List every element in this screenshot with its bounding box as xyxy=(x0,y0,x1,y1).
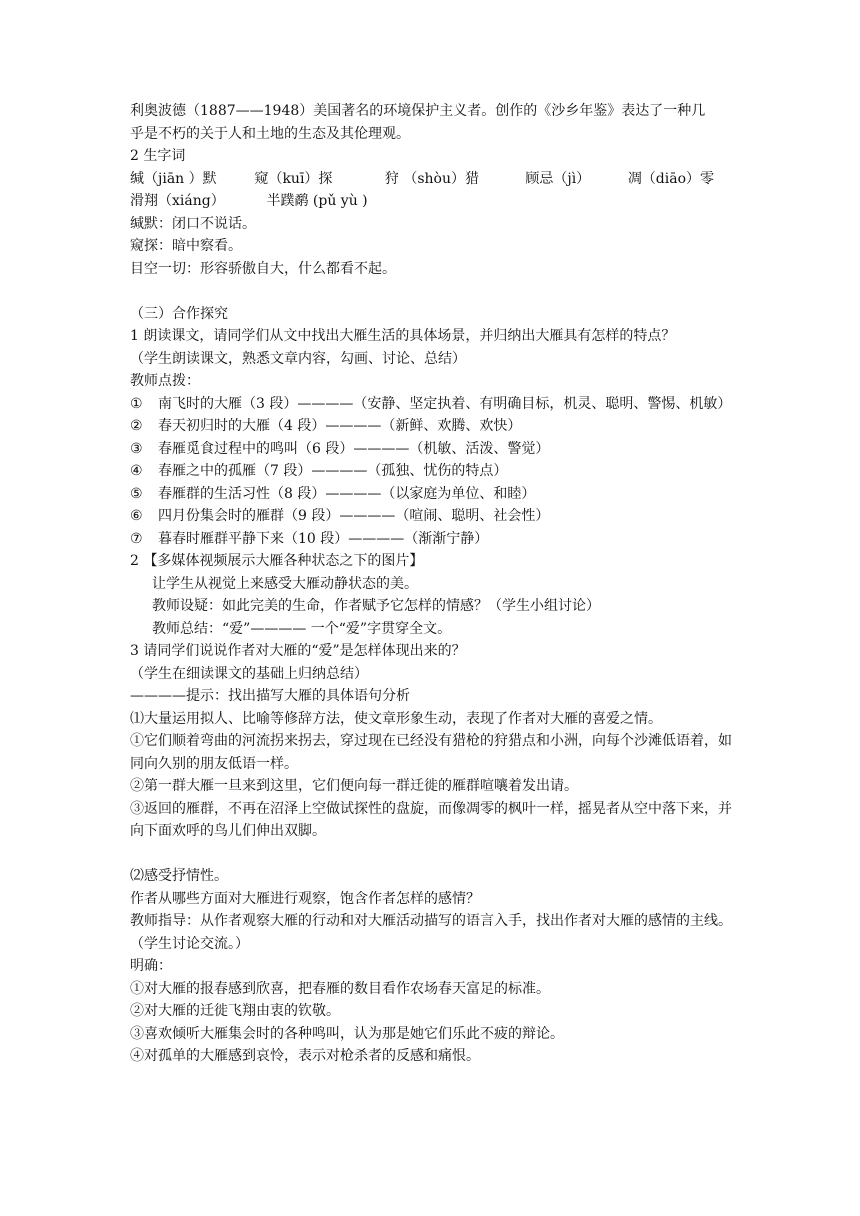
list-item xyxy=(130,528,740,551)
list-item xyxy=(130,415,740,438)
item-number: ③ xyxy=(130,440,143,457)
item-text: 春雁觅食过程中的鸣叫（6 段）————（机敏、活泼、警觉） xyxy=(158,440,550,457)
vocab-heading: 2 生字词 xyxy=(130,148,186,164)
question-2-line: 教师总结：“爱”———— 一个“爱”字贯穿全文。 xyxy=(152,620,452,637)
item-number: ② xyxy=(130,418,143,434)
item-number: ① xyxy=(130,395,143,412)
list-item xyxy=(130,460,740,483)
section-heading: （三）合作探究 xyxy=(130,305,228,322)
vocab-word: 顾忌（jì） xyxy=(525,170,591,187)
clarify-item: ①对大雁的报春感到欣喜，把春雁的数目看作农场春天富足的标准。 xyxy=(130,980,550,997)
question-2-line: 教师设疑：如此完美的生命，作者赋予它怎样的情感？（学生小组讨论） xyxy=(152,598,600,614)
item-number: ⑤ xyxy=(130,485,143,502)
definition: 窥探：暗中察看。 xyxy=(130,238,242,254)
item-number: ⑥ xyxy=(130,508,143,524)
teacher-guide: 教师指导：从作者观察大雁的行动和对大雁活动描写的语言入手，找出作者对大雁的感情的主线。（学生讨论交流。） xyxy=(130,913,732,952)
question-1-note: （学生朗读课文，熟悉文章内容，勾画、讨论、总结） xyxy=(130,350,466,367)
list-item xyxy=(130,438,740,461)
vocab-row-2 xyxy=(130,190,740,213)
item-number: ⑦ xyxy=(130,530,143,547)
teacher-label: 教师点拨： xyxy=(130,373,200,389)
vocab-row-1 xyxy=(130,168,740,191)
item-text: 春雁群的生活习性（8 段）————（以家庭为单位、和睦） xyxy=(158,485,536,502)
item-text: 南飞时的大雁（3 段）————（安静、坚定执着、有明确目标，机灵、聪明、警惕、机敏） xyxy=(158,395,732,412)
item-number: ④ xyxy=(130,463,143,479)
vocab-word: 滑翔（xiáng） xyxy=(130,193,225,209)
part-1-heading: ⑴大量运用拟人、比喻等修辞方法，使文章形象生动，表现了作者对大雁的喜爱之情。 xyxy=(130,710,662,727)
document-page xyxy=(130,100,740,1068)
vocab-word: 半蹼鹬 (pǔ yù ) xyxy=(266,193,368,209)
question-2: 2 【多媒体视频展示大雁各种状态之下的图片】 xyxy=(130,553,424,569)
question-3-note: （学生在细读课文的基础上归纳总结） xyxy=(130,665,368,682)
question-2-line: 让学生从视觉上来感受大雁动静状态的美。 xyxy=(152,575,418,592)
list-item xyxy=(130,505,740,528)
example-sentence: ②第一群大雁一旦来到这里，它们便向每一群迁徙的雁群喧嚷着发出请。 xyxy=(130,778,578,794)
clarify-item: ④对孤单的大雁感到哀怜，表示对枪杀者的反感和痛恨。 xyxy=(130,1048,480,1064)
example-sentence: ①它们顺着弯曲的河流拐来拐去，穿过现在已经没有猎枪的狩猎点和小洲，向每个沙滩低语着，如同向久别的朋友低语一样。 xyxy=(130,733,732,772)
vocab-word: 狩 （shòu）猎 xyxy=(384,170,480,187)
item-text: 四月份集会时的雁群（9 段）————（喧闹、聪明、社会性） xyxy=(158,508,550,524)
question-1: 1 朗读课文，请同学们从文中找出大雁生活的具体场景，并归纳出大雁具有怎样的特点？ xyxy=(130,328,676,344)
clarify-label: 明确： xyxy=(130,958,172,974)
item-text: 暮春时雁群平静下来（10 段）————（渐渐宁静） xyxy=(158,530,489,547)
definition: 目空一切：形容骄傲自大，什么都看不起。 xyxy=(130,260,396,277)
part-2-question: 作者从哪些方面对大雁进行观察，饱含作者怎样的感情？ xyxy=(130,890,480,907)
example-sentence: ③返回的雁群，不再在沼泽上空做试探性的盘旋，而像凋零的枫叶一样，摇晃者从空中落下来，并向下面欢呼的鸟儿们伸出双脚。 xyxy=(130,800,732,839)
list-item xyxy=(130,393,740,416)
vocab-word: 缄（jiān ）默 xyxy=(130,170,217,187)
hint-line: ————提示：找出描写大雁的具体语句分析 xyxy=(130,688,410,704)
item-text: 春雁之中的孤雁（7 段）————（孤独、忧伤的特点） xyxy=(158,463,508,479)
part-2-heading: ⑵感受抒情性。 xyxy=(130,868,228,884)
definition: 缄默：闭口不说话。 xyxy=(130,215,256,232)
list-item xyxy=(130,483,740,506)
intro-line-1: 利奥波德（1887——1948）美国著名的环境保护主义者。创作的《沙乡年鉴》表达了一种几 xyxy=(130,103,706,119)
item-text: 春天初归时的大雁（4 段）————（新鲜、欢腾、欢快） xyxy=(158,418,522,434)
clarify-item: ③喜欢倾听大雁集会时的各种鸣叫，认为那是她它们乐此不疲的辩论。 xyxy=(130,1025,564,1042)
vocab-word: 窥（kuī）探 xyxy=(254,170,333,187)
question-3: 3 请同学们说说作者对大雁的“爱”是怎样体现出来的？ xyxy=(130,643,466,659)
clarify-item: ②对大雁的迁徙飞翔由衷的钦敬。 xyxy=(130,1003,340,1019)
vocab-word: 凋（diāo）零 xyxy=(627,170,715,187)
intro-line-2: 乎是不朽的关于人和土地的生态及其伦理观。 xyxy=(130,125,410,142)
